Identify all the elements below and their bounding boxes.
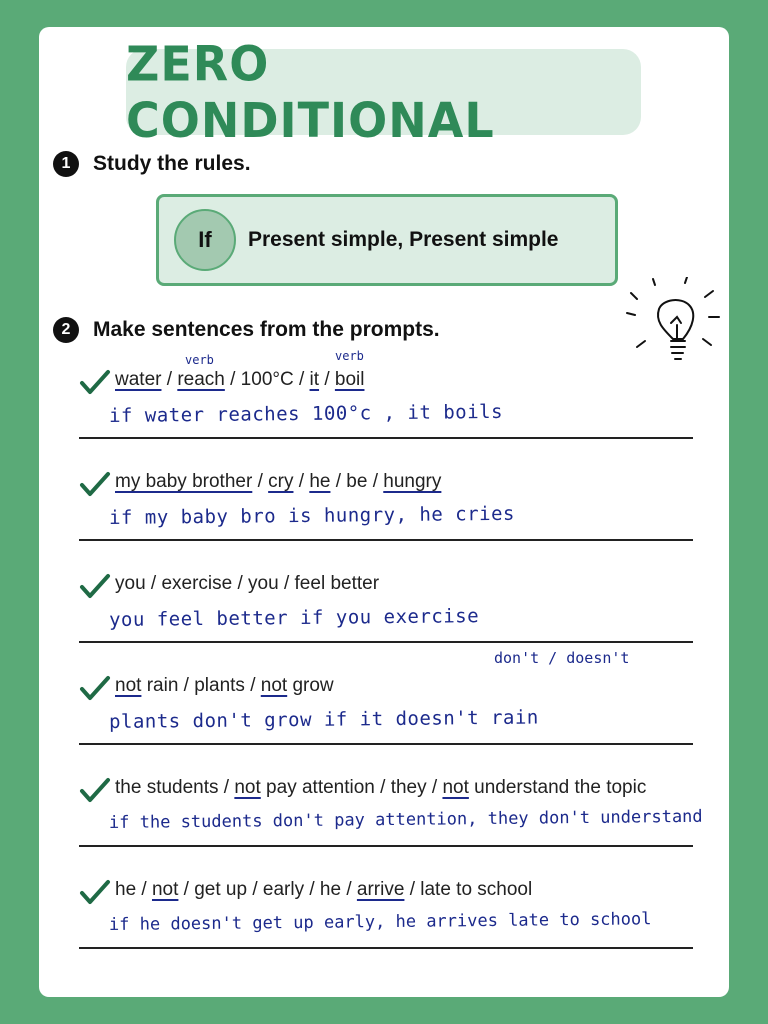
answer-text: plants don't grow if it doesn't rain bbox=[108, 706, 539, 733]
answer-text: if my baby bro is hungry, he cries bbox=[108, 502, 516, 529]
step-2-heading bbox=[53, 317, 440, 343]
prompt-keyword: water bbox=[115, 369, 162, 390]
lightbulb-icon bbox=[625, 277, 725, 377]
rule-text: Present simple, Present simple bbox=[248, 228, 559, 251]
step-2-label: Make sentences from the prompts. bbox=[93, 318, 440, 341]
prompt bbox=[115, 675, 334, 697]
answer-text: if the students don't pay attention, they don't understand bbox=[108, 806, 703, 833]
prompt-text: he / bbox=[115, 879, 152, 900]
verb-note-reach: verb bbox=[185, 353, 214, 367]
checkmark-icon bbox=[79, 369, 111, 397]
title-banner bbox=[126, 35, 641, 149]
prompt bbox=[115, 369, 364, 391]
prompt-keyword: he bbox=[309, 471, 331, 492]
prompt-text: / get up / early / he / bbox=[178, 879, 357, 900]
prompt-text: / late to school bbox=[404, 879, 533, 900]
answer-text: if water reaches 100°c , it boils bbox=[108, 400, 504, 427]
rule-box bbox=[156, 194, 618, 286]
prompt-keyword: not bbox=[442, 777, 469, 798]
prompt-keyword: reach bbox=[177, 369, 225, 390]
answer-text: if he doesn't get up early, he arrives late to school bbox=[108, 909, 652, 935]
prompt-keyword: hungry bbox=[383, 471, 442, 492]
step-1-label: Study the rules. bbox=[93, 152, 251, 175]
prompt-text: understand the topic bbox=[468, 777, 647, 798]
step-1-number: 1 bbox=[53, 151, 79, 177]
prompt-keyword: not bbox=[260, 675, 288, 696]
prompt-text: rain / plants / bbox=[141, 675, 261, 696]
prompt-keyword: arrive bbox=[356, 879, 405, 900]
answer-line bbox=[79, 845, 693, 847]
prompt-keyword: not bbox=[151, 879, 179, 900]
if-label: If bbox=[198, 227, 212, 252]
checkmark-icon bbox=[79, 675, 111, 703]
prompt-text: grow bbox=[287, 675, 334, 696]
prompt-text: / 100°C / bbox=[224, 369, 310, 390]
prompt-keyword: cry bbox=[268, 471, 294, 492]
prompt-text: pay attention / they / bbox=[260, 777, 443, 798]
prompt bbox=[115, 879, 532, 901]
page-title: ZERO CONDITIONAL bbox=[126, 35, 495, 149]
prompt-text: / bbox=[319, 369, 335, 390]
answer-line bbox=[79, 539, 693, 541]
prompt-text: / bbox=[293, 471, 310, 492]
prompt bbox=[115, 471, 441, 493]
checkmark-icon bbox=[79, 777, 111, 805]
prompt-text: the students / bbox=[115, 777, 235, 798]
worksheet bbox=[39, 27, 729, 997]
prompt-text: / be / bbox=[330, 471, 384, 492]
answer-line bbox=[79, 437, 693, 439]
prompt-keyword: it bbox=[309, 369, 320, 390]
prompt bbox=[115, 573, 379, 595]
prompt bbox=[115, 777, 646, 799]
prompt-keyword: my baby brother bbox=[115, 471, 253, 492]
step-2-number: 2 bbox=[53, 317, 79, 343]
prompt-text: you / exercise / you / feel better bbox=[115, 573, 380, 594]
answer-line bbox=[79, 743, 693, 745]
checkmark-icon bbox=[79, 573, 111, 601]
prompt-text: / bbox=[161, 369, 178, 390]
prompt-keyword: not bbox=[234, 777, 261, 798]
prompt-keyword: not bbox=[115, 675, 142, 696]
answer-text: you feel better if you exercise bbox=[108, 605, 480, 631]
step-1-heading bbox=[53, 151, 251, 177]
dont-doesnt-note: don't / doesn't bbox=[494, 649, 630, 667]
checkmark-icon bbox=[79, 879, 111, 907]
checkmark-icon bbox=[79, 471, 111, 499]
prompt-keyword: boil bbox=[334, 369, 365, 390]
verb-note-boil: verb bbox=[335, 349, 364, 363]
answer-line bbox=[79, 641, 693, 643]
if-circle bbox=[174, 209, 236, 271]
answer-line bbox=[79, 947, 693, 949]
prompt-text: / bbox=[252, 471, 269, 492]
